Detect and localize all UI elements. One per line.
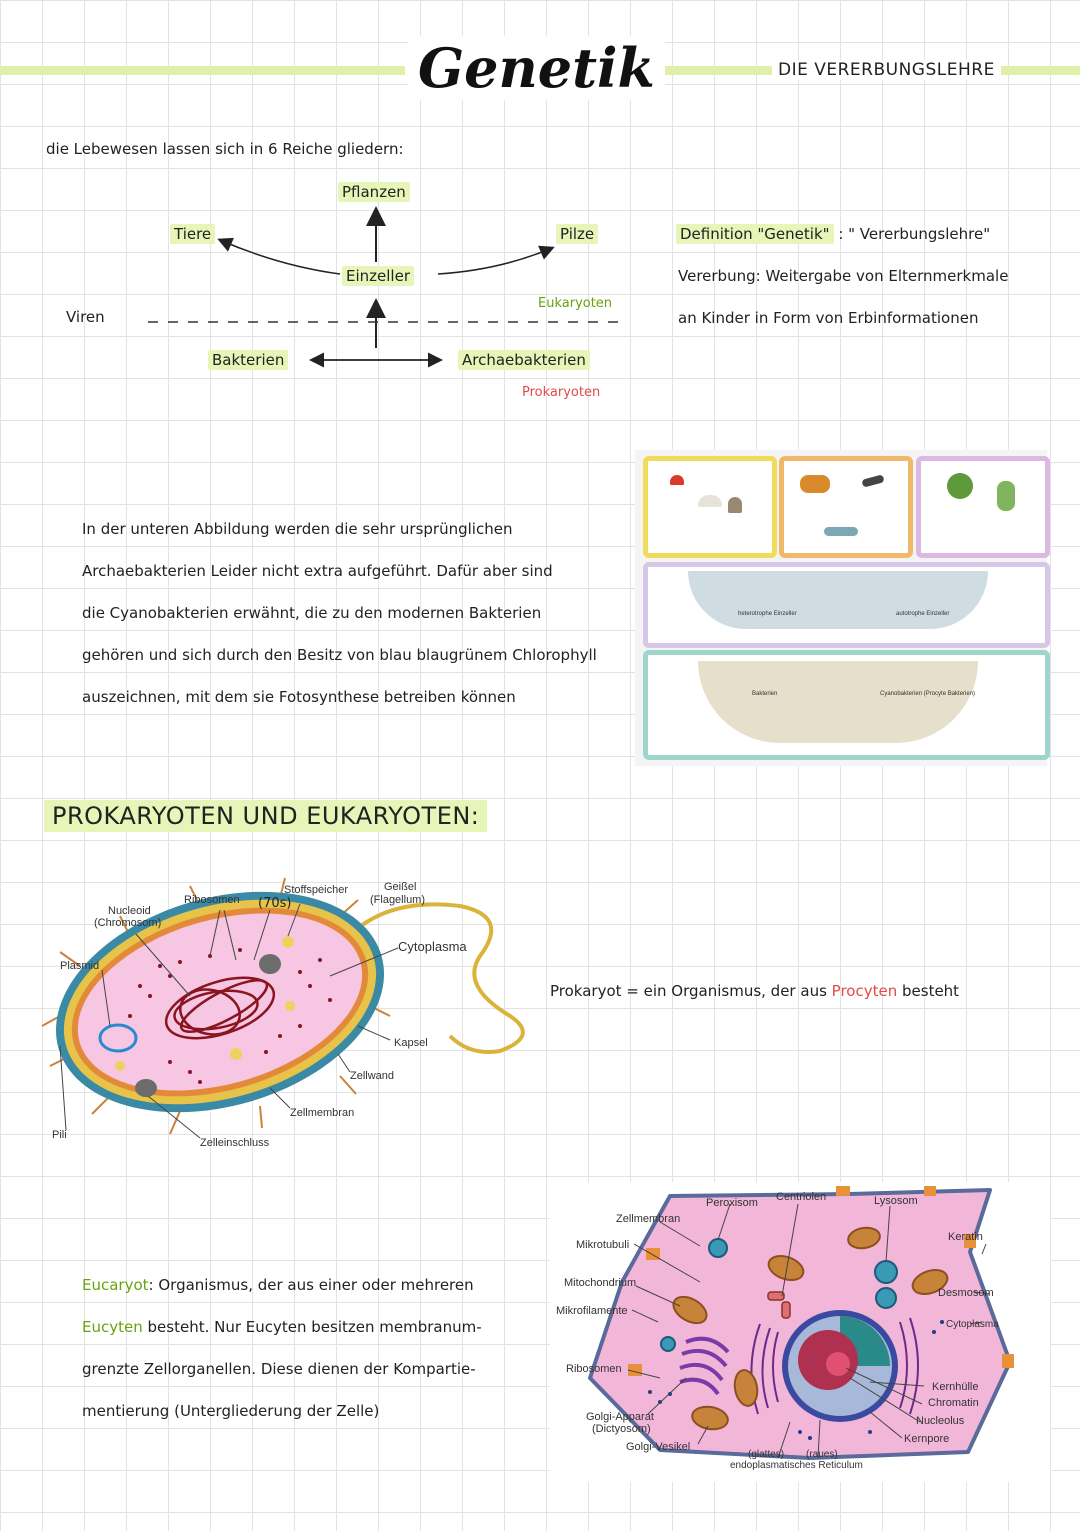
tree-icon	[947, 473, 973, 499]
prokaryot-term: Prokaryot	[550, 982, 622, 1000]
panel-pflanzen	[916, 456, 1050, 558]
label-lysosom: Lysosom	[874, 1195, 918, 1207]
mushroom-icon	[698, 495, 722, 507]
protist-bowl	[688, 571, 988, 629]
label-er-glatt: (glattes)	[748, 1449, 785, 1460]
note-paragraph	[82, 508, 622, 718]
eukaryot-line2: besteht. Nur Eucyten besitzen membranum-	[147, 1318, 482, 1336]
vererbung-text: Weitergabe von Elternmerkmale	[765, 267, 1009, 285]
plant-icon	[997, 481, 1015, 511]
eucyten-term: Eucyten	[82, 1318, 143, 1336]
note-line: die Cyanobakterien erwähnt, die zu den modernen Bakterien	[82, 604, 542, 622]
eukaryote-line: mentierung (Untergliederung der Zelle)	[82, 1402, 380, 1420]
label-flagellum: (Flagellum)	[370, 894, 426, 906]
kingdom-einzeller: Einzeller	[342, 266, 414, 286]
label-prokaryoten: Prokaryoten	[522, 385, 601, 400]
label-er: endoplasmatisches Reticulum	[730, 1460, 863, 1471]
label-kernhuelle: Kernhülle	[932, 1381, 979, 1393]
prokaryot-highlight: Procyten	[831, 982, 898, 1000]
prokaryote-diagram	[40, 876, 540, 1156]
definition-value: : " Vererbungslehre"	[838, 225, 991, 243]
vererbung-label: Vererbung:	[678, 267, 761, 285]
label-zellmembran: Zellmembran	[616, 1213, 681, 1225]
section-title: PROKARYOTEN UND EUKARYOTEN:	[44, 800, 487, 832]
label-zellmembran: Zellmembran	[290, 1107, 355, 1119]
kingdom-tiere: Tiere	[170, 224, 215, 244]
definition-line2	[678, 267, 1008, 285]
kingdoms-figure	[635, 450, 1047, 766]
figure-label: Bakterien	[752, 691, 778, 697]
definition-line3: an Kinder in Form von Erbinformationen	[678, 309, 979, 327]
fox-icon	[800, 475, 830, 493]
kingdom-pilze: Pilze	[556, 224, 598, 244]
eukaryote-diagram	[550, 1182, 1050, 1482]
figure-label: Cyanobakterien (Procyte Bakterien)	[880, 691, 976, 697]
label-mitochondrium: Mitochondrium	[564, 1277, 637, 1289]
bird-icon	[861, 474, 884, 487]
label-er-rau: (raues)	[806, 1449, 838, 1460]
panel-bakterien	[643, 650, 1050, 760]
mushroom-icon	[728, 497, 742, 513]
eukaryot-term: Eucaryot	[82, 1276, 149, 1294]
label-centriolen: Centriolen	[776, 1191, 827, 1203]
definition-line1	[676, 225, 990, 243]
label-cytoplasma: Cytoplasma	[946, 1319, 999, 1330]
kingdom-bakterien: Bakterien	[208, 350, 288, 370]
page-title: Genetik	[408, 36, 665, 100]
label-chromatin: Chromatin	[928, 1397, 979, 1409]
prokaryote-definition	[550, 982, 959, 1000]
figure-label: autotrophe Einzeller	[896, 611, 950, 617]
header-line-left	[0, 66, 405, 75]
label-zellwand: Zellwand	[350, 1070, 395, 1082]
page-subtitle: DIE VERERBUNGSLEHRE	[772, 60, 1001, 80]
label-chromosom: (Chromosom)	[94, 917, 162, 929]
eukaryote-line: grenzte Zellorganellen. Diese dienen der Kompartie-	[82, 1360, 476, 1378]
label-kapsel: Kapsel	[394, 1037, 428, 1049]
note-line: In der unteren Abbildung werden die sehr ursprünglichen	[82, 520, 513, 538]
note-line: auszeichnen, mit dem sie Fotosynthese betreiben können	[82, 688, 516, 706]
label-desmosom: Desmosom	[938, 1287, 994, 1299]
eukaryote-definition	[82, 1264, 542, 1432]
label-pili: Pili	[52, 1129, 67, 1141]
kingdoms-intro: die Lebewesen lassen sich in 6 Reiche gliedern:	[46, 140, 404, 158]
label-ribosomen: Ribosomen	[184, 894, 240, 906]
kingdom-viren: Viren	[66, 308, 105, 326]
label-ribosomen: Ribosomen	[566, 1363, 622, 1375]
label-kernpore: Kernpore	[904, 1433, 950, 1445]
label-golgi-vesikel: Golgi-Vesikel	[626, 1441, 691, 1453]
label-mikrotubuli: Mikrotubuli	[576, 1239, 630, 1251]
label-zelleinschluss: Zelleinschluss	[200, 1137, 270, 1149]
panel-tiere	[779, 456, 913, 558]
kingdoms-diagram	[60, 170, 640, 410]
fish-icon	[824, 527, 858, 536]
eukaryot-line1: : Organismus, der aus einer oder mehreren	[148, 1276, 474, 1294]
kingdoms-arrows	[60, 170, 640, 410]
kingdom-pflanzen: Pflanzen	[338, 182, 410, 202]
label-stoffspeicher: Stoffspeicher	[284, 884, 349, 896]
note-line: gehören und sich durch den Besitz von blau blaugrünem Chlorophyll	[82, 646, 597, 664]
panel-pilze	[643, 456, 777, 558]
label-mikrofilamente: Mikrofilamente	[556, 1305, 628, 1317]
note-line: Archaebakterien Leider nicht extra aufgeführt. Dafür aber sind	[82, 562, 553, 580]
eukaryote-line	[82, 1264, 542, 1306]
prokaryot-text2: besteht	[902, 982, 960, 1000]
label-peroxisom: Peroxisom	[706, 1197, 758, 1209]
label-keratin: Keratin	[948, 1231, 983, 1243]
label-cytoplasma: Cytoplasma	[398, 939, 467, 954]
label-dictyosom: (Dictyosom)	[592, 1423, 651, 1435]
prokaryot-text1: = ein Organismus, der aus	[626, 982, 827, 1000]
label-ribo-70s: (70s)	[258, 896, 292, 911]
mushroom-icon	[670, 475, 684, 485]
label-nucleoid: Nucleoid	[108, 905, 151, 917]
eukaryote-cell	[550, 1182, 1050, 1482]
label-plasmid: Plasmid	[60, 960, 100, 972]
panel-einzeller	[643, 562, 1050, 648]
eukaryote-line	[82, 1306, 542, 1348]
bacteria-bowl	[698, 661, 978, 743]
figure-label: heterotrophe Einzeller	[738, 611, 797, 617]
label-nucleolus: Nucleolus	[916, 1415, 965, 1427]
definition-label: Definition "Genetik"	[676, 224, 834, 244]
label-eukaryoten: Eukaryoten	[538, 296, 613, 311]
kingdom-archaebakterien: Archaebakterien	[458, 350, 590, 370]
label-golgi-apparat: Golgi-Apparat	[586, 1411, 654, 1423]
label-geissel: Geißel	[384, 881, 417, 893]
